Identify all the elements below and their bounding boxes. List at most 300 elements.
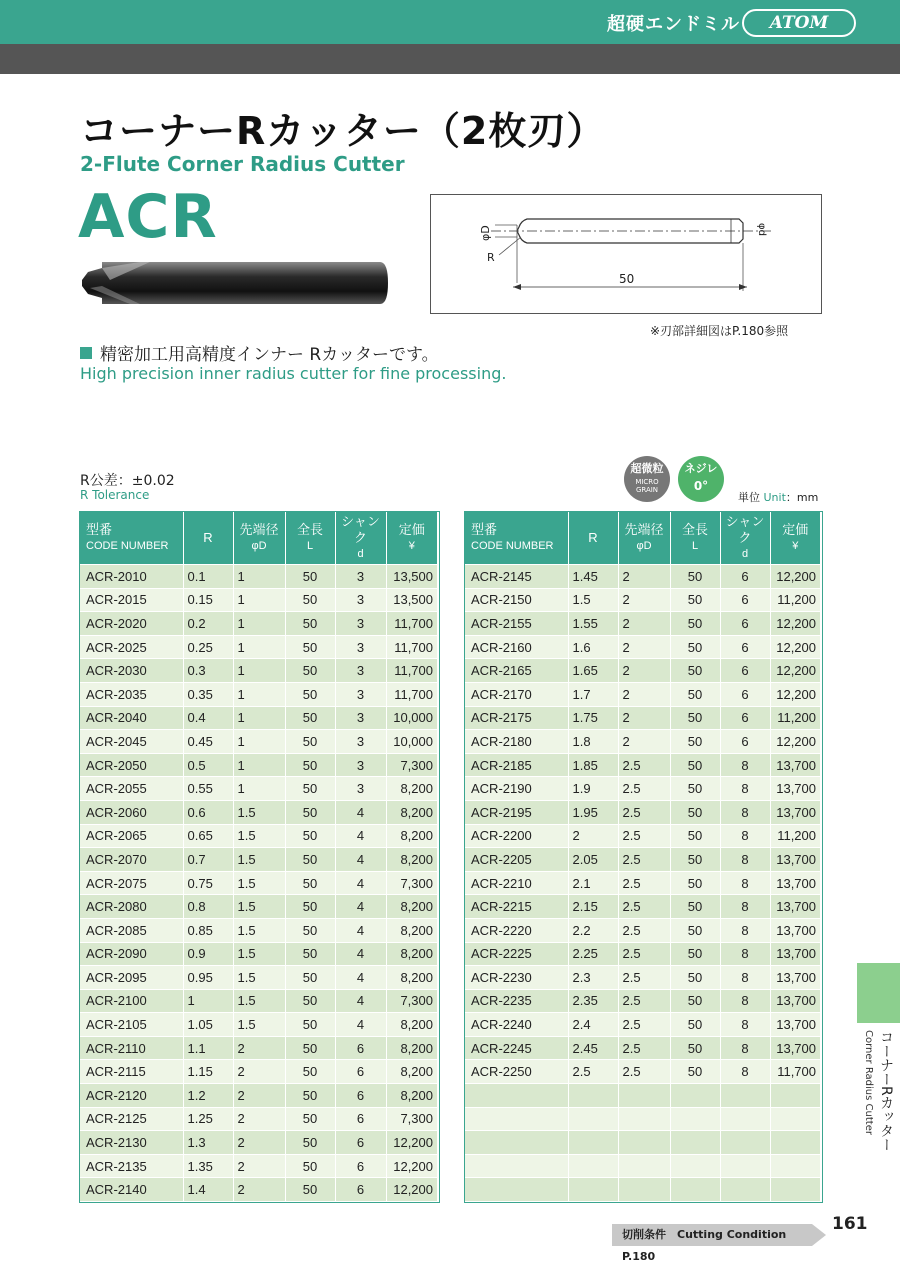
cell-code: ACR-2015 [80, 588, 183, 612]
cell-r: 1.05 [183, 1013, 233, 1037]
cell-code [465, 1178, 568, 1201]
brand-logo: ATOM [742, 9, 856, 37]
spec-table-left [80, 512, 437, 1201]
unit-ja: 単位 [738, 491, 760, 504]
cell-length: 50 [285, 635, 335, 659]
cell-shank: 3 [335, 706, 386, 730]
cell-code: ACR-2195 [465, 800, 568, 824]
cell-shank [720, 1131, 770, 1155]
cell-shank: 8 [720, 942, 770, 966]
cell-price: 10,000 [386, 730, 437, 754]
cell-r: 2.4 [568, 1013, 618, 1037]
cell-price [770, 1084, 820, 1108]
cell-tip: 2.5 [618, 753, 670, 777]
table-row [80, 1107, 437, 1131]
cell-shank: 4 [335, 848, 386, 872]
table-row [80, 777, 437, 801]
cell-r: 2.25 [568, 942, 618, 966]
column-header-shank [335, 512, 386, 565]
cell-length [670, 1084, 720, 1108]
cell-length: 50 [670, 588, 720, 612]
cell-tip: 1 [233, 612, 285, 636]
cell-length: 50 [285, 918, 335, 942]
table-row [465, 1107, 820, 1131]
cell-price: 8,200 [386, 966, 437, 990]
cell-shank: 8 [720, 895, 770, 919]
cell-r: 0.9 [183, 942, 233, 966]
table-row [80, 730, 437, 754]
column-header-label: 先端径 [239, 522, 279, 537]
cell-price: 12,200 [770, 635, 820, 659]
cell-code: ACR-2085 [80, 918, 183, 942]
cell-price: 8,200 [386, 800, 437, 824]
cell-shank: 6 [720, 588, 770, 612]
dimension-drawing [430, 194, 822, 314]
table-row [465, 706, 820, 730]
cell-length [670, 1107, 720, 1131]
cell-shank: 8 [720, 918, 770, 942]
cell-price: 11,200 [770, 588, 820, 612]
cell-code: ACR-2020 [80, 612, 183, 636]
cell-code: ACR-2245 [465, 1036, 568, 1060]
cell-length: 50 [285, 777, 335, 801]
cell-code: ACR-2190 [465, 777, 568, 801]
cell-code: ACR-2105 [80, 1013, 183, 1037]
cell-length: 50 [670, 635, 720, 659]
table-row [80, 895, 437, 919]
cell-tip: 2.5 [618, 895, 670, 919]
cell-length: 50 [670, 730, 720, 754]
cell-shank: 6 [720, 706, 770, 730]
cell-tip: 1 [233, 753, 285, 777]
cell-shank: 6 [720, 565, 770, 589]
cell-tip: 2.5 [618, 824, 670, 848]
cell-r: 1 [183, 989, 233, 1013]
column-header-label: 先端径 [624, 522, 664, 537]
column-header-sublabel: φD [251, 540, 267, 552]
cell-shank [720, 1154, 770, 1178]
cell-price: 13,700 [770, 1036, 820, 1060]
cell-r: 1.25 [183, 1107, 233, 1131]
cell-r: 1.6 [568, 635, 618, 659]
cutting-condition-link[interactable]: 切削条件 Cutting Condition P.180 [612, 1224, 812, 1246]
cell-price [770, 1154, 820, 1178]
cell-length: 50 [285, 1060, 335, 1084]
cell-r: 2.15 [568, 895, 618, 919]
cell-r: 2.35 [568, 989, 618, 1013]
cell-code: ACR-2175 [465, 706, 568, 730]
cell-length: 50 [670, 966, 720, 990]
table-row [465, 565, 820, 589]
cell-tip: 1.5 [233, 848, 285, 872]
cell-r: 1.9 [568, 777, 618, 801]
cell-price: 12,200 [770, 612, 820, 636]
cell-code: ACR-2075 [80, 871, 183, 895]
cell-r: 0.85 [183, 918, 233, 942]
cell-shank: 6 [720, 682, 770, 706]
feature-ja-text: 精密加工用高精度インナー Rカッターです。 [100, 345, 439, 365]
drawing-svg [431, 195, 821, 313]
cell-shank: 4 [335, 800, 386, 824]
cell-tip: 1 [233, 588, 285, 612]
cell-price: 12,200 [386, 1154, 437, 1178]
table-row [465, 1036, 820, 1060]
cell-tip: 1 [233, 706, 285, 730]
cell-code: ACR-2110 [80, 1036, 183, 1060]
table-row [80, 800, 437, 824]
column-header-tip [233, 512, 285, 565]
column-header-label: 全長 [681, 522, 708, 537]
cell-price: 7,300 [386, 1107, 437, 1131]
cell-shank: 8 [720, 777, 770, 801]
cell-r: 1.8 [568, 730, 618, 754]
cell-code: ACR-2155 [465, 612, 568, 636]
cell-code: ACR-2025 [80, 635, 183, 659]
table-row [465, 848, 820, 872]
cell-length: 50 [670, 1060, 720, 1084]
cell-code: ACR-2035 [80, 682, 183, 706]
cell-tip [618, 1154, 670, 1178]
cell-shank: 6 [720, 612, 770, 636]
cell-price: 8,200 [386, 1036, 437, 1060]
cell-r [568, 1131, 618, 1155]
table-row [465, 612, 820, 636]
cell-r: 1.7 [568, 682, 618, 706]
cell-price: 12,200 [770, 730, 820, 754]
cell-r: 1.1 [183, 1036, 233, 1060]
column-header-sublabel: ¥ [792, 540, 799, 552]
cell-length: 50 [285, 1013, 335, 1037]
cell-code: ACR-2100 [80, 989, 183, 1013]
column-header-price [770, 512, 820, 565]
cell-r: 0.1 [183, 565, 233, 589]
page-number: 161 [832, 1214, 868, 1234]
cell-length: 50 [285, 989, 335, 1013]
column-header-sublabel: d [741, 548, 749, 560]
cell-tip: 1.5 [233, 824, 285, 848]
cell-code: ACR-2235 [465, 989, 568, 1013]
column-header-sublabel: d [357, 548, 364, 560]
cell-price: 11,200 [770, 706, 820, 730]
cell-price: 8,200 [386, 895, 437, 919]
cell-price: 11,200 [770, 824, 820, 848]
page-title: コーナーRカッター（2枚刃） [80, 109, 606, 153]
table-row [80, 942, 437, 966]
cell-code: ACR-2130 [80, 1131, 183, 1155]
table-row [465, 824, 820, 848]
cell-r: 1.85 [568, 753, 618, 777]
cell-tip: 2 [618, 706, 670, 730]
cell-price: 8,200 [386, 848, 437, 872]
cell-tip: 2 [233, 1084, 285, 1108]
column-header-code [465, 512, 568, 565]
table-row [465, 1060, 820, 1084]
cell-r: 0.6 [183, 800, 233, 824]
cell-code: ACR-2050 [80, 753, 183, 777]
table-row [80, 565, 437, 589]
cell-tip: 1.5 [233, 989, 285, 1013]
table-row [80, 1178, 437, 1201]
cell-length: 50 [285, 612, 335, 636]
cell-r: 0.35 [183, 682, 233, 706]
page-subtitle: 2-Flute Corner Radius Cutter [80, 152, 405, 176]
cell-code: ACR-2180 [465, 730, 568, 754]
cell-r: 0.65 [183, 824, 233, 848]
cell-price: 13,700 [770, 895, 820, 919]
cell-price: 13,500 [386, 565, 437, 589]
cell-price: 8,200 [386, 1084, 437, 1108]
cell-shank: 8 [720, 848, 770, 872]
cell-price: 11,700 [770, 1060, 820, 1084]
table-row [465, 635, 820, 659]
cell-tip: 2 [618, 635, 670, 659]
column-header-label: R [588, 530, 598, 545]
column-header-r [568, 512, 618, 565]
cell-shank: 4 [335, 824, 386, 848]
cell-shank: 3 [335, 588, 386, 612]
table-row [80, 753, 437, 777]
cell-code: ACR-2055 [80, 777, 183, 801]
table-row [465, 659, 820, 683]
cell-tip: 2 [233, 1131, 285, 1155]
cell-code: ACR-2165 [465, 659, 568, 683]
cell-price: 12,200 [386, 1178, 437, 1201]
cell-shank: 6 [335, 1036, 386, 1060]
cell-price: 13,700 [770, 918, 820, 942]
column-header-code [80, 512, 183, 565]
cell-code: ACR-2070 [80, 848, 183, 872]
cell-shank: 6 [720, 659, 770, 683]
cell-shank: 3 [335, 730, 386, 754]
cutter-photo [80, 258, 390, 308]
cell-price: 7,300 [386, 753, 437, 777]
table-row [465, 1131, 820, 1155]
cell-length: 50 [670, 1036, 720, 1060]
cell-code: ACR-2135 [80, 1154, 183, 1178]
cell-code: ACR-2060 [80, 800, 183, 824]
cell-code: ACR-2200 [465, 824, 568, 848]
cell-tip: 2 [618, 730, 670, 754]
cell-length: 50 [285, 730, 335, 754]
cell-length: 50 [285, 659, 335, 683]
cell-shank: 4 [335, 966, 386, 990]
cell-r: 2.45 [568, 1036, 618, 1060]
cell-tip: 1 [233, 777, 285, 801]
cell-r: 1.15 [183, 1060, 233, 1084]
cell-price: 13,700 [770, 942, 820, 966]
table-header-row [465, 512, 820, 565]
cell-shank: 3 [335, 565, 386, 589]
cell-shank: 6 [335, 1084, 386, 1108]
cell-shank: 6 [335, 1107, 386, 1131]
cell-price: 8,200 [386, 942, 437, 966]
category-label: 超硬エンドミル [607, 14, 740, 35]
cell-r: 0.75 [183, 871, 233, 895]
column-header-label: シャンク [725, 514, 765, 545]
cell-shank: 6 [335, 1060, 386, 1084]
cell-price: 8,200 [386, 777, 437, 801]
cell-price: 11,700 [386, 635, 437, 659]
cell-r: 0.95 [183, 966, 233, 990]
cell-tip: 1 [233, 659, 285, 683]
cell-code: ACR-2120 [80, 1084, 183, 1108]
cell-price: 12,200 [770, 682, 820, 706]
cell-shank: 8 [720, 753, 770, 777]
tolerance-ja: R公差：±0.02 [80, 473, 175, 489]
cell-code: ACR-2150 [465, 588, 568, 612]
cell-length: 50 [670, 1013, 720, 1037]
cell-tip: 2.5 [618, 777, 670, 801]
column-header-label: 定価 [782, 522, 809, 537]
cell-price: 12,200 [770, 565, 820, 589]
table-row [80, 871, 437, 895]
column-header-label: 全長 [296, 522, 323, 537]
table-row [80, 1131, 437, 1155]
cell-price: 11,700 [386, 682, 437, 706]
cell-tip: 1.5 [233, 942, 285, 966]
side-index-label [863, 1030, 896, 1152]
cell-length: 50 [285, 824, 335, 848]
table-row [80, 966, 437, 990]
cell-code [465, 1084, 568, 1108]
cell-price: 13,700 [770, 753, 820, 777]
cell-r: 1.5 [568, 588, 618, 612]
cell-length [670, 1131, 720, 1155]
column-header-label: 型番 [471, 522, 498, 537]
cell-price: 11,700 [386, 612, 437, 636]
cell-length: 50 [285, 588, 335, 612]
cell-tip: 1.5 [233, 871, 285, 895]
column-header-sublabel: L [691, 540, 699, 552]
cell-shank: 3 [335, 777, 386, 801]
cell-code: ACR-2250 [465, 1060, 568, 1084]
micro-grain-ja: 超微粒 [630, 462, 664, 475]
cell-r: 1.55 [568, 612, 618, 636]
table-row [80, 635, 437, 659]
cell-price [770, 1178, 820, 1201]
table-header-row [80, 512, 437, 565]
cell-shank: 4 [335, 989, 386, 1013]
cell-code: ACR-2080 [80, 895, 183, 919]
helix-ja: ネジレ [684, 462, 718, 475]
column-header-r [183, 512, 233, 565]
cell-r: 0.8 [183, 895, 233, 919]
cell-shank: 4 [335, 942, 386, 966]
label-phi-d-tip: φD [479, 225, 492, 241]
square-bullet-icon [80, 347, 92, 359]
cell-r: 0.55 [183, 777, 233, 801]
table-row [465, 918, 820, 942]
cell-tip: 1.5 [233, 895, 285, 919]
cell-shank: 8 [720, 966, 770, 990]
cell-r: 0.3 [183, 659, 233, 683]
cell-r [568, 1178, 618, 1201]
cell-price: 13,700 [770, 871, 820, 895]
cell-shank: 8 [720, 1013, 770, 1037]
cell-code: ACR-2225 [465, 942, 568, 966]
cell-length: 50 [670, 918, 720, 942]
cell-length: 50 [285, 848, 335, 872]
cell-tip: 2 [618, 682, 670, 706]
cell-length: 50 [670, 989, 720, 1013]
cell-r: 2.5 [568, 1060, 618, 1084]
column-header-label: 定価 [398, 522, 425, 537]
cell-tip: 2 [233, 1107, 285, 1131]
cell-tip: 2 [233, 1060, 285, 1084]
cell-tip [618, 1084, 670, 1108]
cell-shank: 8 [720, 871, 770, 895]
cell-tip [618, 1131, 670, 1155]
cell-tip: 1 [233, 635, 285, 659]
cell-r: 1.4 [183, 1178, 233, 1201]
cell-r [568, 1154, 618, 1178]
cell-length: 50 [670, 612, 720, 636]
cell-price: 13,700 [770, 989, 820, 1013]
cell-tip: 2 [233, 1036, 285, 1060]
table-row [465, 1013, 820, 1037]
cell-tip: 2.5 [618, 942, 670, 966]
micro-grain-badge [624, 456, 670, 502]
cell-code: ACR-2040 [80, 706, 183, 730]
cell-shank: 3 [335, 682, 386, 706]
cell-r: 0.4 [183, 706, 233, 730]
cell-tip: 1 [233, 565, 285, 589]
cell-r: 2.1 [568, 871, 618, 895]
cell-price: 8,200 [386, 918, 437, 942]
cell-tip: 2.5 [618, 989, 670, 1013]
cell-r: 1.75 [568, 706, 618, 730]
table-row [80, 588, 437, 612]
cell-length [670, 1178, 720, 1201]
column-header-sublabel: ¥ [408, 540, 415, 552]
column-header-label: シャンク [341, 514, 380, 545]
cell-tip: 2 [618, 659, 670, 683]
cell-price [770, 1107, 820, 1131]
top-band [0, 0, 900, 44]
cell-shank: 8 [720, 1060, 770, 1084]
cell-length: 50 [670, 871, 720, 895]
cell-shank [720, 1107, 770, 1131]
table-row [80, 824, 437, 848]
cell-tip: 2 [618, 588, 670, 612]
cell-tip: 2.5 [618, 1036, 670, 1060]
cell-length: 50 [670, 895, 720, 919]
column-header-length [285, 512, 335, 565]
cell-tip: 1.5 [233, 1013, 285, 1037]
unit-value: ：mm [785, 491, 819, 504]
table-row [465, 871, 820, 895]
cell-price: 8,200 [386, 824, 437, 848]
cell-length: 50 [285, 1084, 335, 1108]
cell-r: 1.65 [568, 659, 618, 683]
cell-price: 13,700 [770, 777, 820, 801]
cell-shank: 8 [720, 1036, 770, 1060]
cell-shank: 6 [720, 730, 770, 754]
cell-shank: 3 [335, 612, 386, 636]
label-r: R [487, 251, 495, 264]
table-row [465, 942, 820, 966]
cell-code: ACR-2095 [80, 966, 183, 990]
cell-length: 50 [285, 942, 335, 966]
helix-value: 0° [693, 479, 709, 493]
cell-tip: 2.5 [618, 966, 670, 990]
cell-length: 50 [670, 565, 720, 589]
table-row [80, 1060, 437, 1084]
cell-tip [618, 1107, 670, 1131]
cell-length: 50 [285, 800, 335, 824]
cell-length: 50 [670, 824, 720, 848]
cell-length: 50 [285, 1178, 335, 1201]
